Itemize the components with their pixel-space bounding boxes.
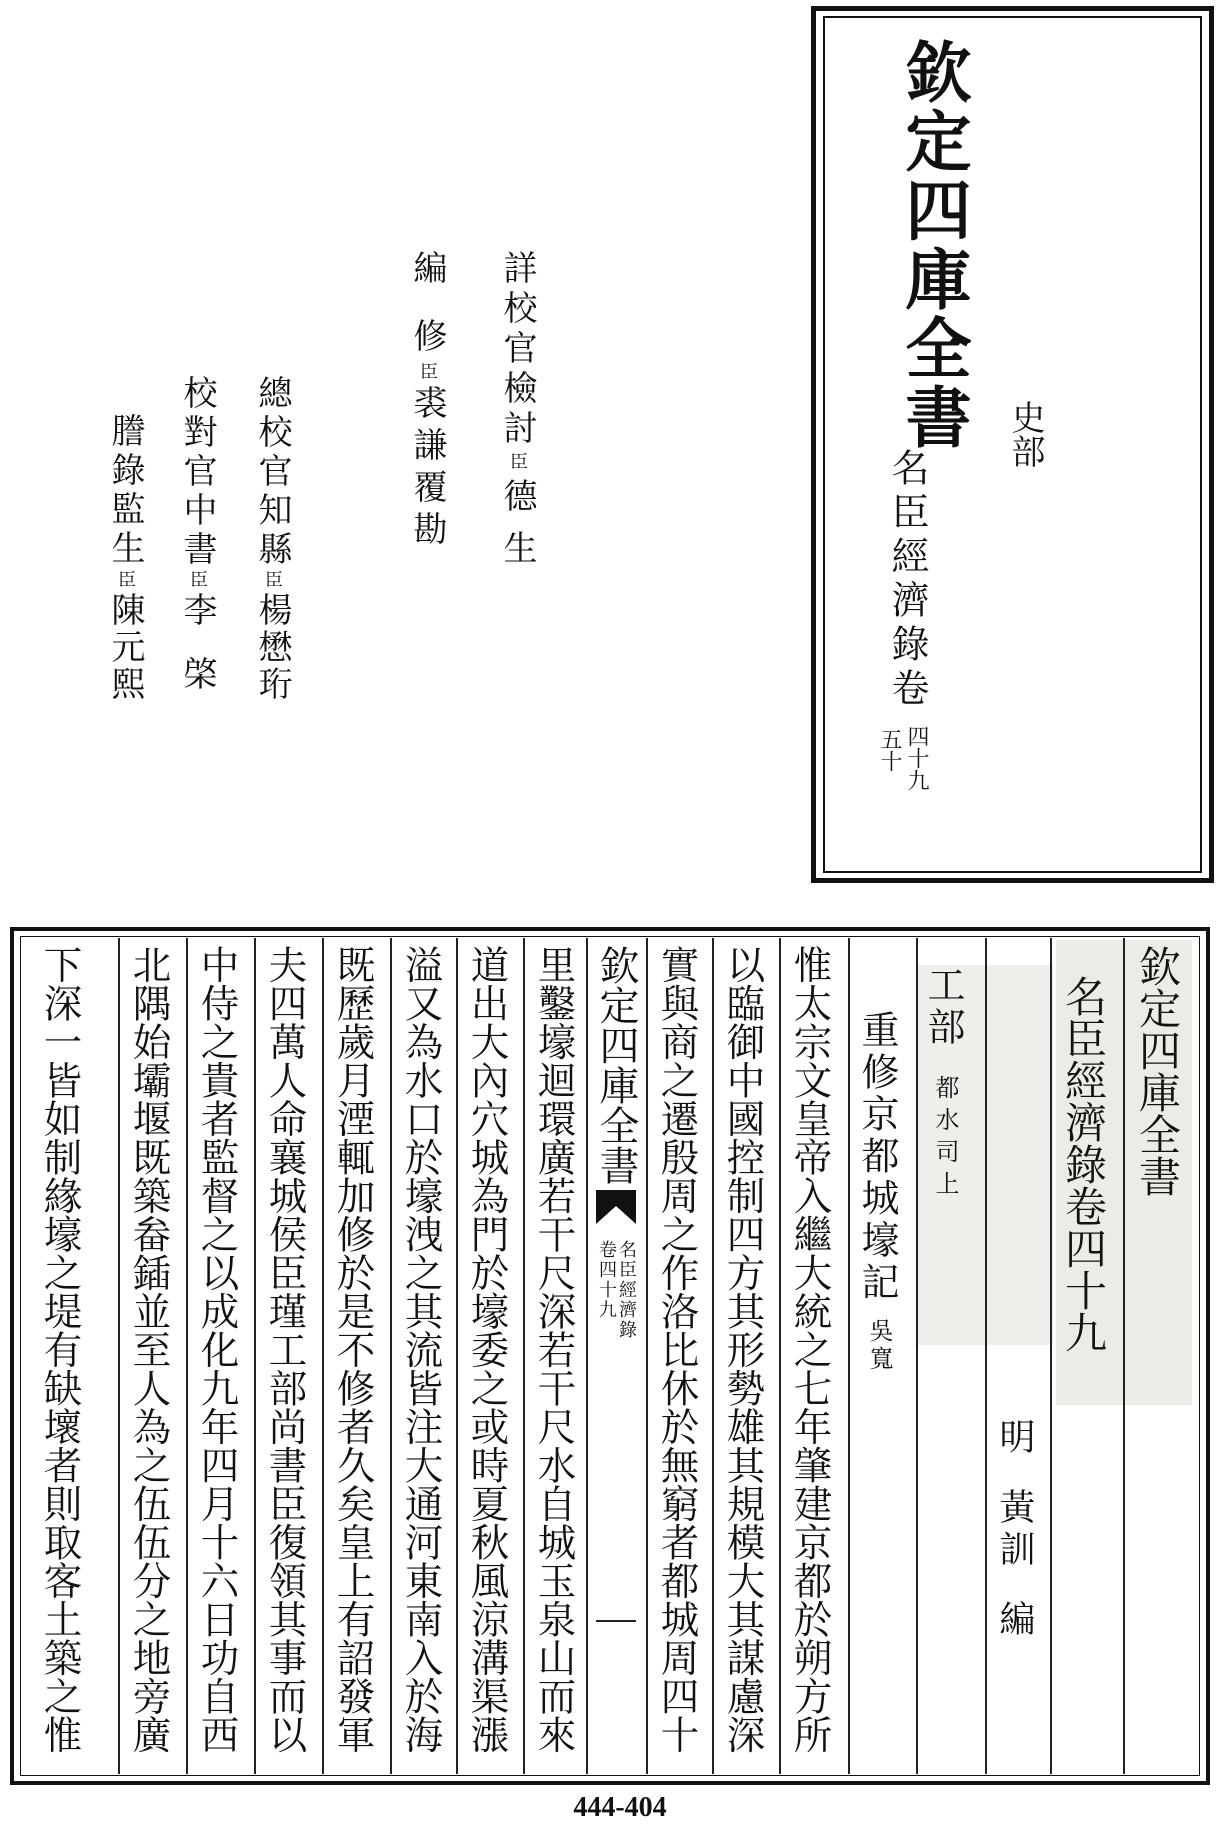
official-editor-name: 裘謙覆勘 xyxy=(407,385,447,553)
column-rule xyxy=(118,938,120,1774)
official-collator-name: 李棨 xyxy=(177,592,217,720)
author-name: 黃訓 xyxy=(994,1488,1035,1572)
official-chief-proofreader-chen: 臣 xyxy=(262,570,283,588)
official-copyist-chen: 臣 xyxy=(115,570,136,588)
text-line-6: 溢又為水口於壕洩之其流皆注大通河東南入於海 xyxy=(398,945,444,1754)
collection-title: 欽定四庫全書 xyxy=(894,38,972,452)
fish-heading: 欽定四庫全書 xyxy=(593,945,639,1185)
main-heading: 欽定四庫全書 xyxy=(1133,945,1182,1197)
volume-range-b: 五十 xyxy=(877,728,902,772)
fish-tail-mark xyxy=(596,1190,636,1224)
text-line-7: 既歷歲月湮輒加修於是不修者久矣皇上有詔發軍 xyxy=(330,945,376,1754)
column-rule xyxy=(1123,938,1125,1774)
official-collator-chen: 臣 xyxy=(187,570,208,588)
text-line-11: 下深一皆如制緣壕之堤有缺壞者則取客土築之惟 xyxy=(37,945,83,1754)
column-rule xyxy=(523,938,525,1774)
book-title: 名臣經濟錄卷 xyxy=(885,448,929,712)
column-rule xyxy=(712,938,714,1774)
column-rule xyxy=(1050,938,1052,1774)
column-rule xyxy=(985,938,987,1774)
volume-range-a: 四十九 xyxy=(904,725,929,791)
text-line-10: 北隅始壩堰既築畚鍤並至人為之伍伍分之地旁廣 xyxy=(126,945,172,1754)
column-rule xyxy=(254,938,256,1774)
column-rule xyxy=(456,938,458,1774)
fish-tail-lower-mark xyxy=(596,1620,636,1632)
text-line-4: 里鑿壕迴環廣若干尺深若干尺水自城玉泉山而來 xyxy=(531,945,577,1754)
official-proofreader-chen: 臣 xyxy=(507,452,528,470)
article-title: 重修京都城壕記 xyxy=(855,1010,899,1304)
official-proofreader-title: 詳校官檢討 xyxy=(497,250,537,450)
text-line-5: 道出大內穴城為門於壕委之或時夏秋風涼溝渠漲 xyxy=(464,945,510,1754)
official-proofreader-name: 德生 xyxy=(497,478,537,582)
fish-book-title: 名臣經濟錄 xyxy=(616,1240,637,1340)
official-collator-title: 校對官中書 xyxy=(177,375,217,570)
official-editor-chen: 臣 xyxy=(417,362,438,380)
text-line-1: 惟太宗文皇帝入繼大統之七年肇建京都於朔方所 xyxy=(787,945,833,1754)
official-editor-b: 修 xyxy=(407,318,447,352)
section-label: 工部 xyxy=(921,965,965,1049)
text-line-9: 中侍之貴者監督之以成化九年四月十六日功自西 xyxy=(194,945,240,1754)
page-number: 444-404 xyxy=(573,1792,667,1823)
column-rule xyxy=(186,938,188,1774)
era-label: 明 xyxy=(994,1418,1035,1454)
column-rule xyxy=(586,938,588,1774)
fish-volume: 卷四十九 xyxy=(596,1240,617,1320)
text-line-2: 以臨御中國控制四方其形勢雄其規模大其謀慮深 xyxy=(720,945,766,1754)
column-rule xyxy=(779,938,781,1774)
article-author: 吳寬 xyxy=(865,1318,893,1374)
official-copyist-title: 謄錄監生 xyxy=(105,413,145,569)
official-editor-a: 編 xyxy=(407,250,447,284)
column-rule xyxy=(390,938,392,1774)
column-rule xyxy=(646,938,648,1774)
column-rule xyxy=(916,938,918,1774)
official-chief-proofreader-name: 楊懋珩 xyxy=(252,592,292,703)
category-label: 史部 xyxy=(1005,400,1045,468)
text-line-8: 夫四萬人命襄城侯臣瑾工部尚書臣復領其事而以 xyxy=(262,945,308,1754)
official-copyist-name: 陳元熙 xyxy=(105,592,145,703)
column-rule xyxy=(322,938,324,1774)
volume-title: 名臣經濟錄卷四十九 xyxy=(1059,975,1108,1353)
text-line-3: 實與商之遷殷周之作洛比休於無窮者都城周四十 xyxy=(654,945,700,1754)
author-role: 編 xyxy=(994,1600,1035,1636)
column-rule xyxy=(848,938,850,1774)
subsection-label: 都水司上 xyxy=(931,1075,959,1203)
official-chief-proofreader-title: 總校官知縣 xyxy=(252,375,292,570)
